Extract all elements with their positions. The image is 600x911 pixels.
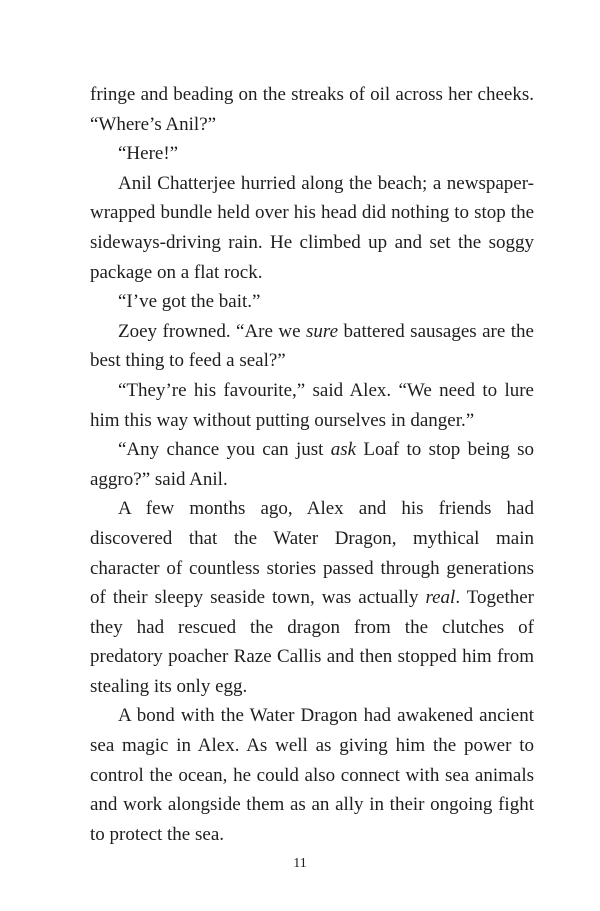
- paragraph-text: “Any chance you can just: [118, 439, 331, 461]
- paragraph-p9: [90, 701, 534, 849]
- paragraph-text: . Together they had rescued the dragon from the clutches of predatory poacher Raze Callis and then stopped him from stealing its only egg.: [90, 587, 534, 697]
- paragraph-text: battered sausages are the best thing to feed a seal?”: [90, 320, 534, 372]
- paragraph-text: “Here!”: [118, 143, 179, 165]
- paragraph-p6: [90, 376, 534, 435]
- emphasis-text: sure: [306, 320, 339, 342]
- paragraph-text: Zoey frowned. “Are we: [118, 320, 307, 342]
- paragraph-text: Anil Chatterjee hurried along the beach; a newspaper-wrapped bundle held over his head did nothing to stop the sideways-driving rain. He climbed up and set the soggy package on a flat rock.: [90, 172, 534, 283]
- paragraph-text: A few months ago, Alex and his friends had discovered that the Water Dragon, mythical main character of countless stories passed through generations of their sleepy seaside town, was actually: [90, 498, 534, 609]
- body-text: [90, 80, 534, 849]
- page-number: 11: [293, 856, 307, 871]
- paragraph-text: “I’ve got the bait.”: [118, 291, 261, 313]
- paragraph-text: “They’re his favourite,” said Alex. “We need to lure him this way without putting ourselves in danger.”: [90, 379, 534, 431]
- paragraph-p8: [90, 494, 534, 701]
- paragraph-p5: [90, 317, 534, 376]
- paragraph-p3: [90, 169, 534, 287]
- paragraph-text: Loaf to stop being so aggro?” said Anil.: [90, 439, 534, 490]
- paragraph-p4: [90, 287, 534, 317]
- paragraph-p1: [90, 80, 534, 139]
- emphasis-text: real: [425, 587, 456, 609]
- emphasis-text: ask: [330, 439, 357, 461]
- paragraph-text: fringe and beading on the streaks of oil across her cheeks. “Where’s Anil?”: [90, 84, 534, 135]
- paragraph-p7: [90, 435, 534, 494]
- paragraph-text: A bond with the Water Dragon had awakened ancient sea magic in Alex. As well as giving him the power to control the ocean, he could also connect with sea animals and work alongside them as an ally in their ongoing fight to protect the sea.: [90, 705, 534, 845]
- paragraph-p2: [90, 139, 534, 169]
